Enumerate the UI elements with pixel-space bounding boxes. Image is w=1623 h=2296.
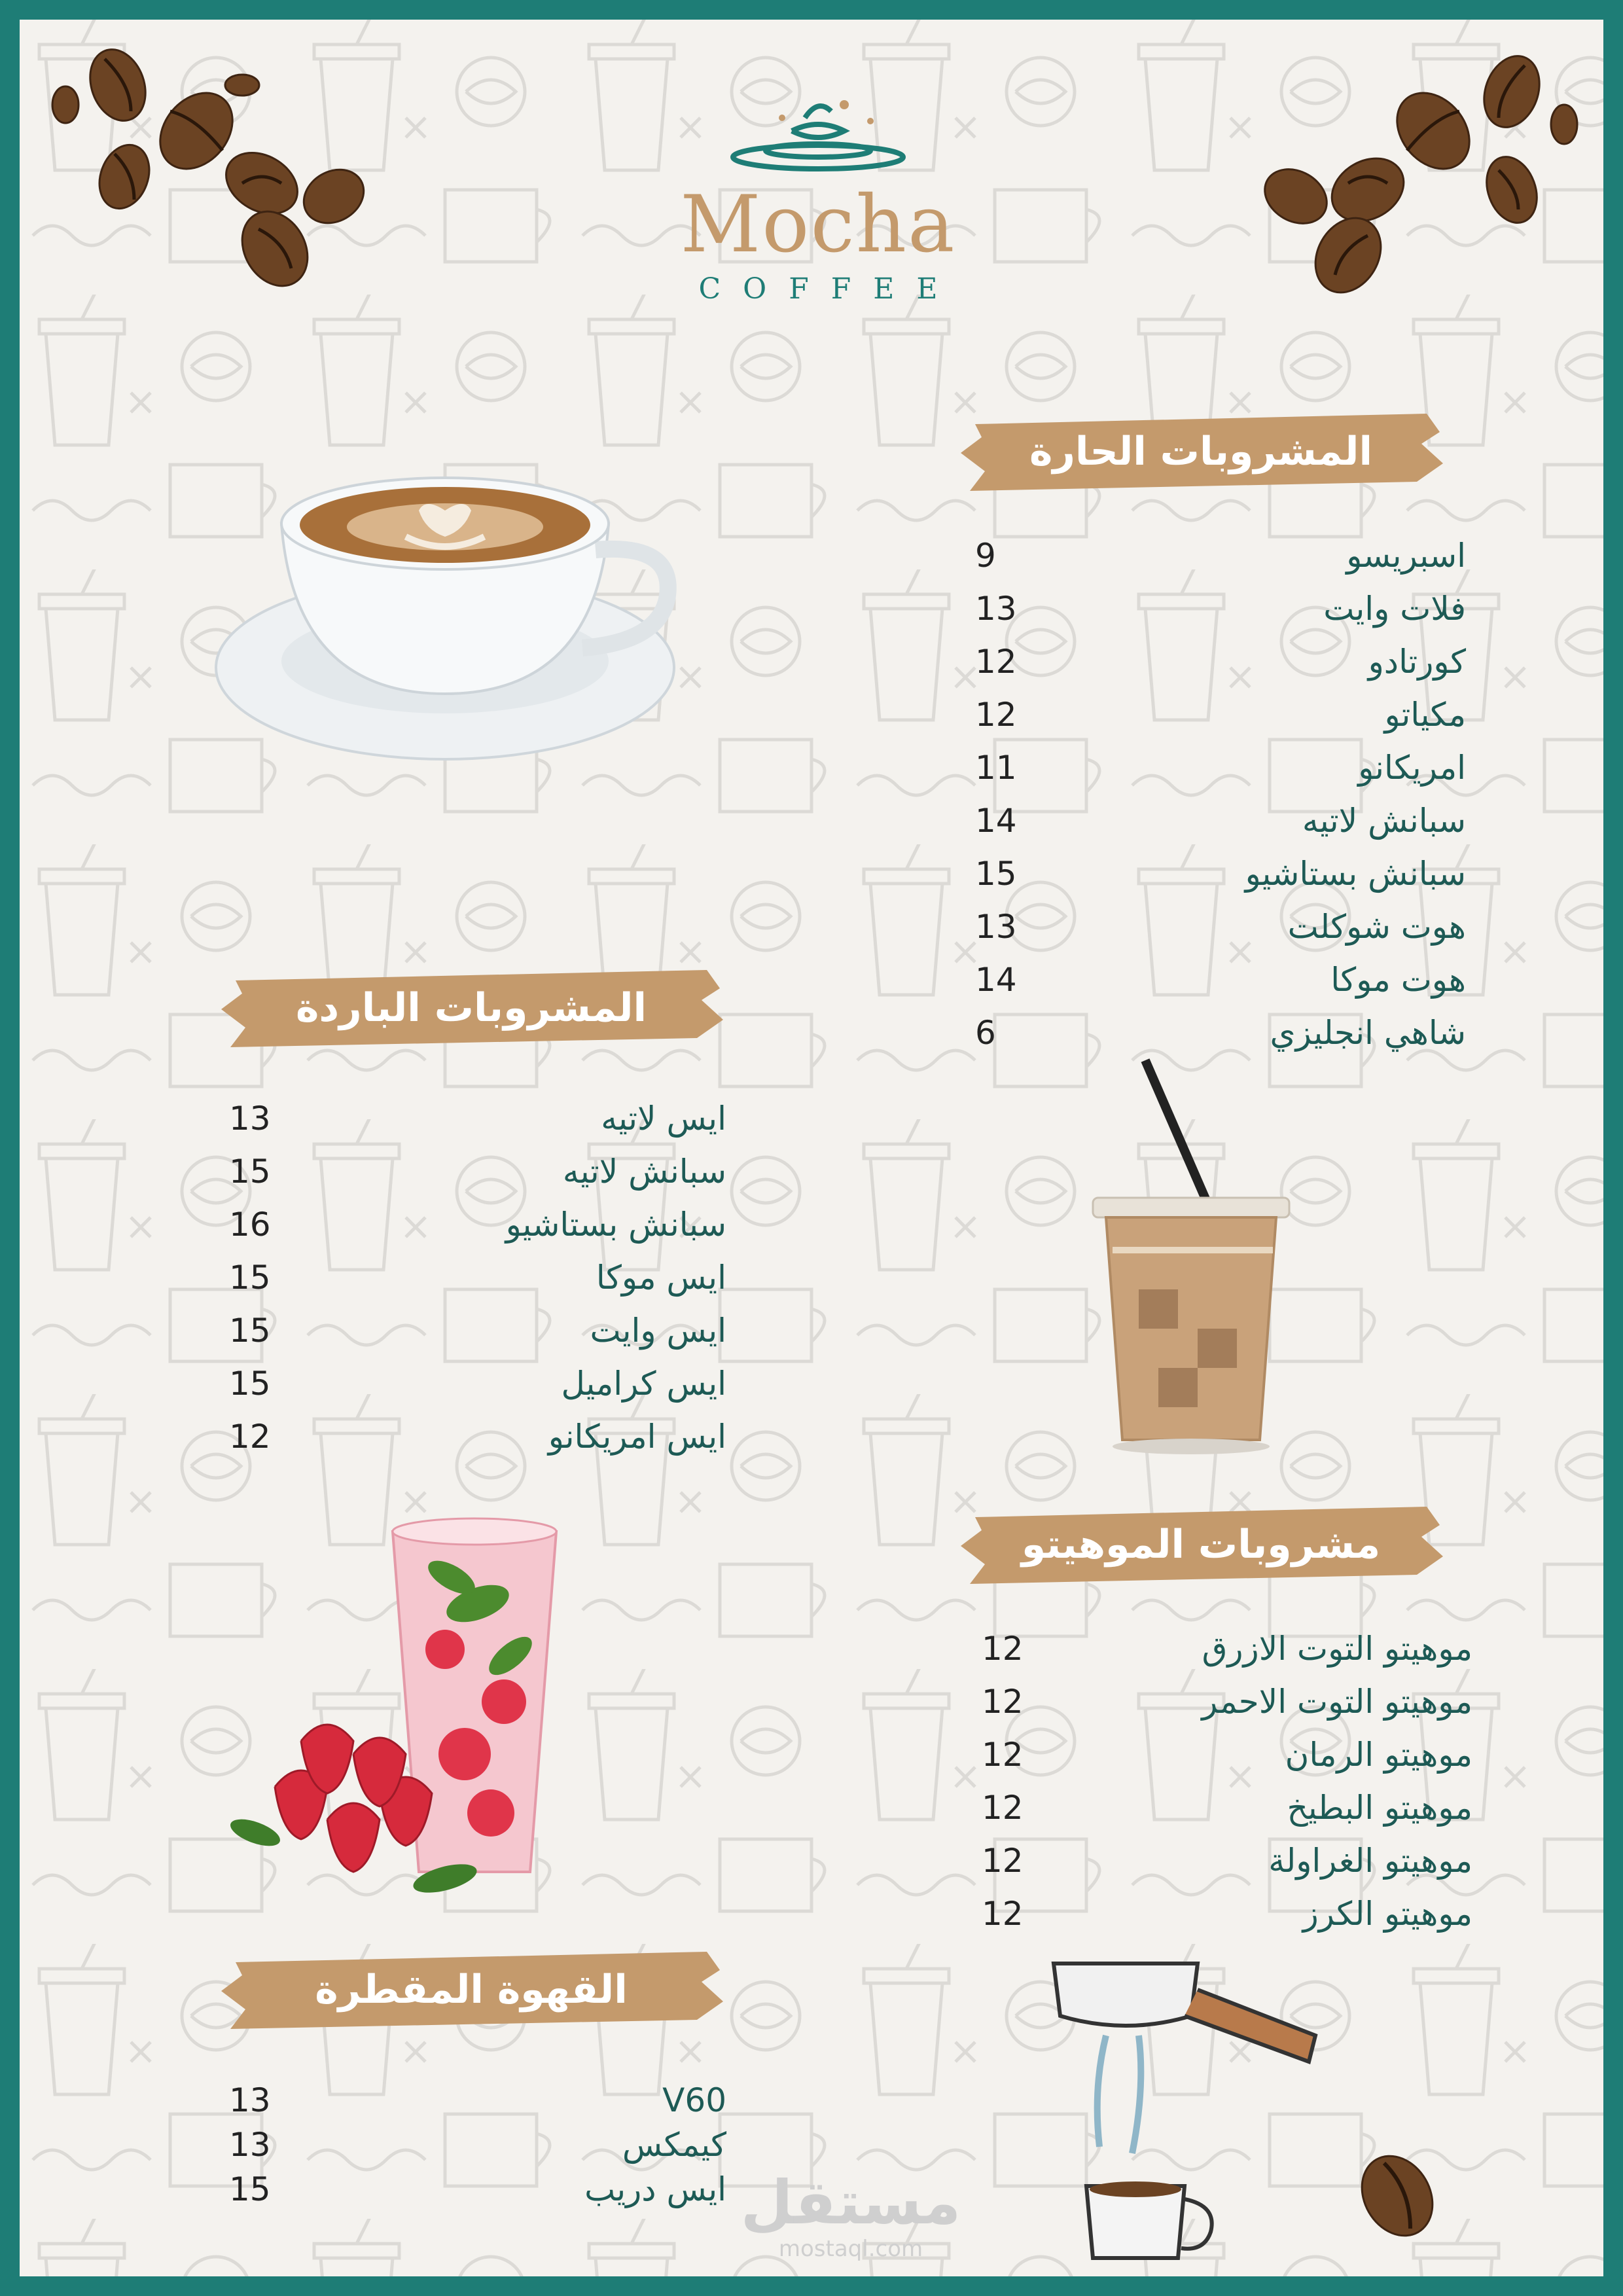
menu-item xyxy=(975,537,1466,589)
menu-item-price: 9 xyxy=(975,537,996,575)
menu-item xyxy=(975,749,1466,801)
section-banner-cold xyxy=(216,962,726,1054)
menu-item-price: 13 xyxy=(229,2081,271,2119)
menu-item-price: 15 xyxy=(229,1312,271,1350)
coffee-bean-icon xyxy=(1237,33,1590,308)
menu-item-price: 12 xyxy=(982,1842,1024,1880)
menu-item-name: موهيتو التوت الاحمر xyxy=(1202,1683,1472,1721)
section-banner-mojito xyxy=(955,1499,1446,1590)
iced-coffee-icon xyxy=(1067,1054,1315,1460)
section-title-cold: المشروبات الباردة xyxy=(295,985,647,1031)
menu-item-price: 14 xyxy=(975,802,1017,840)
menu-item-price: 15 xyxy=(229,1259,271,1297)
menu-item-name: موهيتو الغراولة xyxy=(1268,1842,1472,1880)
latte-cup-icon xyxy=(196,465,694,779)
menu-item xyxy=(975,855,1466,907)
menu-item xyxy=(229,1365,726,1417)
brand-name: Mocha xyxy=(680,179,956,270)
menu-item-price: 14 xyxy=(975,961,1017,999)
espresso-portafilter-icon xyxy=(1041,1937,1342,2271)
menu-item-price: 12 xyxy=(229,1418,271,1456)
menu-item-name: موهيتو البطيخ xyxy=(1287,1789,1472,1827)
menu-item xyxy=(229,1312,726,1364)
coffee-bean-icon xyxy=(39,33,380,308)
menu-item xyxy=(229,1153,726,1205)
menu-item-price: 12 xyxy=(975,696,1017,734)
menu-item-price: 16 xyxy=(229,1206,271,1244)
menu-item-name: ايس امريكانو xyxy=(548,1418,726,1456)
menu-item xyxy=(982,1683,1472,1735)
menu-item xyxy=(229,1418,726,1470)
menu-item xyxy=(975,643,1466,695)
menu-item xyxy=(229,1206,726,1258)
menu-item-name: ايس وايت xyxy=(590,1312,726,1350)
menu-item-name: كورتادو xyxy=(1368,643,1466,681)
menu-item xyxy=(975,590,1466,642)
menu-item-name: موهيتو الكرز xyxy=(1302,1895,1472,1933)
menu-item-price: 13 xyxy=(229,1100,271,1138)
menu-item-name: شاهي انجليزي xyxy=(1270,1014,1466,1052)
menu-item xyxy=(229,1259,726,1311)
menu-item-name: سبانش بستاشيو xyxy=(505,1206,726,1244)
menu-item-name: ايس كراميل xyxy=(561,1365,726,1403)
coffee-bean-icon xyxy=(1348,2147,1446,2245)
menu-item-price: 12 xyxy=(975,643,1017,681)
menu-item-name: موهيتو التوت الازرق xyxy=(1202,1630,1472,1668)
menu-item xyxy=(229,2170,726,2223)
section-title-hot: المشروبات الحارة xyxy=(1029,429,1373,475)
menu-item-name: امريكانو xyxy=(1358,749,1466,787)
menu-item-price: 15 xyxy=(229,1153,271,1191)
menu-item-name: سبانش لاتيه xyxy=(1302,802,1466,840)
menu-item xyxy=(982,1630,1472,1682)
menu-item-price: 6 xyxy=(975,1014,996,1052)
menu-item-price: 15 xyxy=(229,2170,271,2208)
menu-item xyxy=(975,802,1466,854)
watermark-latin: mostaql.com xyxy=(778,2236,923,2262)
menu-item xyxy=(229,1100,726,1152)
logo-cup-icon xyxy=(720,92,916,177)
watermark-arabic: مستقل xyxy=(740,2168,961,2238)
menu-item-name: ايس دريب xyxy=(584,2170,726,2208)
menu-item-name: فلات وايت xyxy=(1323,590,1466,628)
menu-item-price: 12 xyxy=(982,1736,1024,1774)
watermark xyxy=(740,2168,962,2262)
menu-item-name: اسبريسو xyxy=(1346,537,1466,575)
menu-item-name: ايس موكا xyxy=(596,1259,726,1297)
menu-item-price: 15 xyxy=(229,1365,271,1403)
menu-item xyxy=(982,1736,1472,1788)
menu-item xyxy=(975,961,1466,1013)
menu-item-price: 12 xyxy=(982,1630,1024,1668)
menu-page xyxy=(20,20,1603,2276)
menu-item xyxy=(975,696,1466,748)
menu-item-name: V60 xyxy=(662,2081,726,2119)
menu-item-name: سبانش بستاشيو xyxy=(1245,855,1466,893)
menu-item-name: هوت شوكلت xyxy=(1287,908,1466,946)
strawberry-mojito-icon xyxy=(229,1505,596,1911)
section-banner-hot xyxy=(955,406,1446,497)
menu-item-price: 11 xyxy=(975,749,1017,787)
menu-item-price: 12 xyxy=(982,1789,1024,1827)
menu-item-name: ايس لاتيه xyxy=(601,1100,726,1138)
menu-item-price: 12 xyxy=(982,1895,1024,1933)
menu-item xyxy=(975,908,1466,960)
section-title-mojito: مشروبات الموهيتو xyxy=(1021,1522,1381,1568)
menu-item xyxy=(982,1842,1472,1894)
menu-item-name: موهيتو الرمان xyxy=(1285,1736,1472,1774)
menu-item-price: 15 xyxy=(975,855,1017,893)
section-banner-drip xyxy=(216,1944,726,2036)
brand-logo xyxy=(648,92,988,306)
menu-item-name: كيمكس xyxy=(622,2126,726,2164)
menu-item-price: 13 xyxy=(975,908,1017,946)
menu-item-name: سبانش لاتيه xyxy=(562,1153,726,1191)
menu-item-price: 12 xyxy=(982,1683,1024,1721)
menu-item xyxy=(982,1789,1472,1841)
menu-item-name: هوت موكا xyxy=(1330,961,1466,999)
menu-item-price: 13 xyxy=(229,2126,271,2164)
brand-tagline: COFFEE xyxy=(698,272,960,306)
section-title-drip: القهوة المقطرة xyxy=(315,1967,628,2013)
menu-item-price: 13 xyxy=(975,590,1017,628)
menu-item-name: مكياتو xyxy=(1384,696,1466,734)
